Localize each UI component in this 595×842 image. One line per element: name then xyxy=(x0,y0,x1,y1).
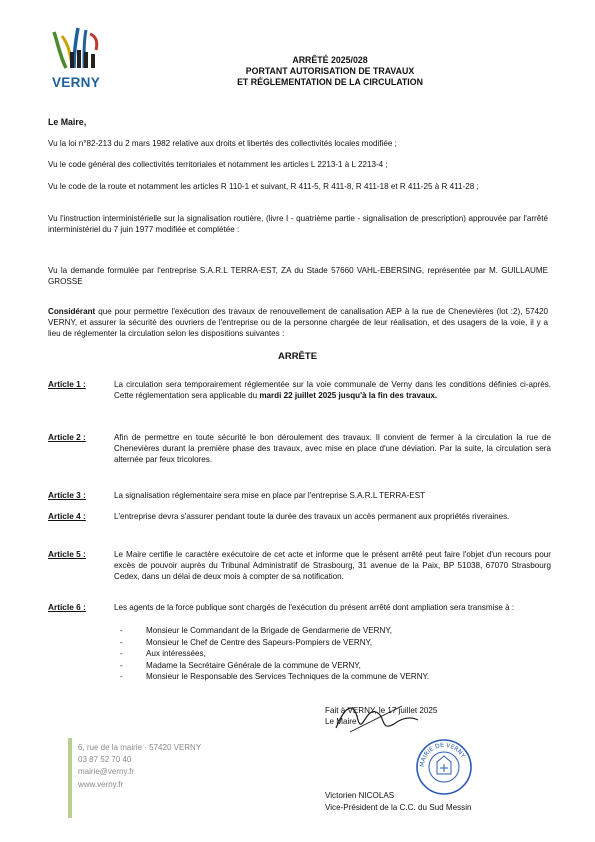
vu-paragraph-5: Vu la demande formulée par l'entreprise S.A.R.L TERRA-EST, ZA du Stade 57660 VAHL-EBERSING, représentée par M. GUILLAUME GROSSE xyxy=(48,266,548,286)
recipient-text: Aux intéressées, xyxy=(146,649,206,659)
recipient-text: Madame la Secrétaire Générale de la commune de VERNY, xyxy=(146,660,361,670)
article-6-label: Article 6 : xyxy=(48,602,86,612)
handwritten-signature xyxy=(332,698,422,738)
title-line-subject-2: ET RÉGLEMENTATION DE LA CIRCULATION xyxy=(237,77,423,87)
vu-paragraph-1: Vu la loi n°82-213 du 2 mars 1982 relative aux droits et libertés des collectivités locales modifiée ; xyxy=(48,139,397,148)
article-1-body xyxy=(114,379,551,401)
signatory-name: Victorien NICOLAS xyxy=(325,791,395,800)
article-2-label: Article 2 : xyxy=(48,432,86,442)
footer-phone: 03 87 52 70 40 xyxy=(78,755,132,765)
logo-wordmark: VERNY xyxy=(51,75,100,90)
recipient-list xyxy=(120,625,429,683)
article-1-dates: mardi 22 juillet 2025 jusqu'à la fin des travaux. xyxy=(259,391,438,400)
article-3-body: La signalisation réglementaire sera mise en place par l'entreprise S.A.R.L TERRA-EST xyxy=(114,491,426,500)
footer-email[interactable]: mairie@verny.fr xyxy=(78,767,134,777)
stamp-text: MAIRIE DE VERNY xyxy=(418,741,467,768)
recipient-text: Monsieur le Commandant de la Brigade de Gendarmerie de VERNY, xyxy=(146,626,392,635)
article-6-body: Les agents de la force publique sont chargés de l'exécution du présent arrêté dont ampliation sera transmise à : xyxy=(114,603,515,612)
footer-contact xyxy=(78,742,201,791)
list-dash: - xyxy=(120,626,123,635)
footer-address: 6, rue de la mairie · 57420 VERNY xyxy=(78,743,202,752)
recipient-item xyxy=(120,625,429,637)
recipient-item xyxy=(120,637,429,649)
verny-logo xyxy=(48,22,104,92)
recipient-item xyxy=(120,660,429,672)
title-line-number: ARRÊTÉ 2025/028 xyxy=(292,55,368,65)
signatory-title: Vice-Président de la C.C. du Sud Messin xyxy=(325,802,472,812)
article-1-text: La circulation sera temporairement réglementée sur la voie communale de Verny dans les conditions définies ci-après. Cette réglementation sera applicable du xyxy=(114,380,551,400)
mayor-heading: Le Maire, xyxy=(48,117,87,127)
list-dash: - xyxy=(120,672,123,682)
article-3-label: Article 3 : xyxy=(48,490,86,500)
considerant-lead: Considérant xyxy=(48,307,96,316)
article-2-body: Afin de permettre en toute sécurité le bon déroulement des travaux. Il convient de fermer à la circulation la rue de Chenevières durant la première phase des travaux, avec mise en place d'une déviation. Par la suite, la circulation sera alternée par feux tricolores. xyxy=(114,433,551,464)
article-5-label: Article 5 : xyxy=(48,549,86,559)
document-title xyxy=(150,55,510,88)
recipient-item xyxy=(120,648,429,660)
considerant-text: que pour permettre l'exécution des travaux de renouvellement de canalisation AEP à la rue de Chenevières (lot :2), 57420 VERNY, et assurer la sécurité des ouvriers de l'entreprise ou de la personne chargée de leur réalisation, et des usagers de la voie, il y a lieu de réglementer la circulation selon les dispositions suivantes : xyxy=(48,307,548,338)
list-dash: - xyxy=(120,637,123,647)
recipient-item xyxy=(120,671,429,683)
footer-accent-bar xyxy=(68,738,72,818)
article-1-label: Article 1 : xyxy=(48,379,86,389)
considerant-paragraph xyxy=(48,306,548,339)
verny-logo-emblem xyxy=(48,22,104,78)
signatory-role: Le Maire xyxy=(325,717,357,726)
arrete-heading: ARRÊTE xyxy=(277,351,318,362)
title-line-subject: PORTANT AUTORISATION DE TRAVAUX xyxy=(245,66,415,76)
list-dash: - xyxy=(120,660,123,670)
vu-paragraph-3: Vu le code de la route et notamment les articles R 110-1 et suivant, R 411-5, R 411-8, R 411-18 et R 411-25 à R 411-28 ; xyxy=(48,182,479,191)
article-4-label: Article 4 : xyxy=(48,511,86,521)
article-5-body: Le Maire certifie le caractère exécutoire de cet acte et informe que le présent arrêté peut faire l'objet d'un recours pour excès de pouvoir auprès du Tribunal Administratif de Strasbourg, 31 avenue de la Paix, BP 51038, 67070 Strasbourg Cedex, dans un délai de deux mois à compter de sa notification. xyxy=(114,550,551,581)
official-stamp xyxy=(415,738,473,796)
footer-website[interactable]: www.verny.fr xyxy=(78,779,124,789)
recipient-text: Monsieur le Responsable des Services Techniques de la commune de VERNY. xyxy=(146,672,430,682)
article-4-body: L'entreprise devra s'assurer pendant toute la durée des travaux un accès permanent aux propriétés riveraines. xyxy=(114,512,510,521)
place-date-line: Fait à VERNY, le 17 juillet 2025 xyxy=(325,706,438,715)
list-dash: - xyxy=(120,649,123,659)
vu-paragraph-4: Vu l'instruction interministérielle sur la signalisation routière, (livre I - quatrième partie - signalisation de prescription) approuvée par l'arrêté interministériel du 7 juin 1977 modifiée et complétée : xyxy=(48,214,548,234)
signatory xyxy=(325,790,472,813)
vu-paragraph-2: Vu le code général des collectivités territoriales et notamment les articles L 2213-1 à L 2213-4 ; xyxy=(48,160,388,169)
recipient-text: Monsieur le Chef de Centre des Sapeurs-Pompiers de VERNY, xyxy=(146,637,373,647)
